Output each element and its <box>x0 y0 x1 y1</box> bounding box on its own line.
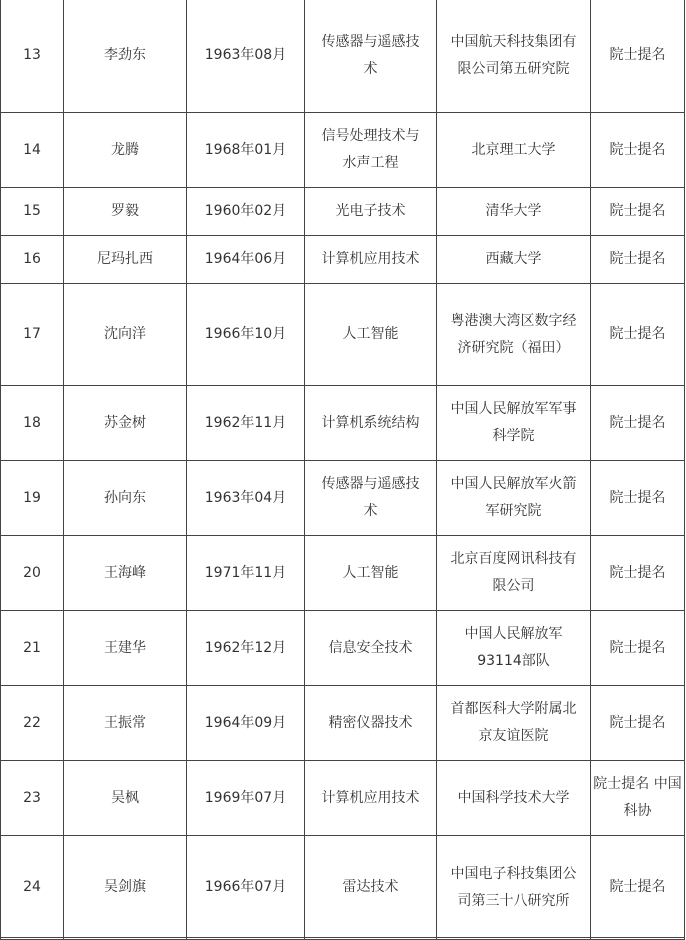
candidate-name: 王振常 <box>64 686 187 761</box>
table-row <box>1 188 685 236</box>
work-unit: 中国电子科技集团公司第三十八研究所 <box>437 836 591 940</box>
work-unit: 中国科学技术大学 <box>437 761 591 836</box>
specialty-field: 精密仪器技术 <box>305 686 437 761</box>
work-unit: 首都医科大学附属北京友谊医院 <box>437 686 591 761</box>
table-row <box>1 761 685 836</box>
birth-date: 1962年12月 <box>187 611 305 686</box>
birth-date: 1966年10月 <box>187 284 305 386</box>
specialty-field: 计算机系统结构 <box>305 386 437 461</box>
specialty-field: 人工智能 <box>305 284 437 386</box>
work-unit: 中国人民解放军93114部队 <box>437 611 591 686</box>
specialty-field: 计算机应用技术 <box>305 236 437 284</box>
nomination-channel: 院士提名 <box>591 536 685 611</box>
specialty-field: 传感器与遥感技术 <box>305 0 437 113</box>
row-number: 21 <box>1 611 64 686</box>
row-number: 23 <box>1 761 64 836</box>
birth-date: 1968年01月 <box>187 113 305 188</box>
specialty-field: 传感器与遥感技术 <box>305 461 437 536</box>
birth-date: 1962年11月 <box>187 386 305 461</box>
table-row <box>1 113 685 188</box>
table-bottom-border <box>0 937 684 938</box>
nomination-channel: 院士提名 <box>591 686 685 761</box>
birth-date: 1960年02月 <box>187 188 305 236</box>
specialty-field: 信息安全技术 <box>305 611 437 686</box>
specialty-field: 计算机应用技术 <box>305 761 437 836</box>
birth-date: 1971年11月 <box>187 536 305 611</box>
birth-date: 1964年06月 <box>187 236 305 284</box>
row-number: 14 <box>1 113 64 188</box>
work-unit: 北京理工大学 <box>437 113 591 188</box>
work-unit: 粤港澳大湾区数字经济研究院（福田） <box>437 284 591 386</box>
birth-date: 1963年04月 <box>187 461 305 536</box>
work-unit: 中国航天科技集团有限公司第五研究院 <box>437 0 591 113</box>
work-unit: 北京百度网讯科技有限公司 <box>437 536 591 611</box>
specialty-field: 光电子技术 <box>305 188 437 236</box>
row-number: 19 <box>1 461 64 536</box>
birth-date: 1963年08月 <box>187 0 305 113</box>
candidate-name: 吴枫 <box>64 761 187 836</box>
work-unit: 中国人民解放军军事科学院 <box>437 386 591 461</box>
candidate-name: 苏金树 <box>64 386 187 461</box>
candidate-name: 李劲东 <box>64 0 187 113</box>
birth-date: 1969年07月 <box>187 761 305 836</box>
nomination-channel: 院士提名 <box>591 113 685 188</box>
candidate-name: 吴剑旗 <box>64 836 187 940</box>
row-number: 22 <box>1 686 64 761</box>
nomination-channel: 院士提名 <box>591 236 685 284</box>
candidate-name: 罗毅 <box>64 188 187 236</box>
row-number: 16 <box>1 236 64 284</box>
table-row <box>1 461 685 536</box>
specialty-field: 人工智能 <box>305 536 437 611</box>
table-row <box>1 0 685 113</box>
row-number: 13 <box>1 0 64 113</box>
candidate-name: 尼玛扎西 <box>64 236 187 284</box>
nomination-channel: 院士提名 <box>591 188 685 236</box>
work-unit: 清华大学 <box>437 188 591 236</box>
row-number: 17 <box>1 284 64 386</box>
table-row <box>1 284 685 386</box>
candidate-name: 沈向洋 <box>64 284 187 386</box>
table-row <box>1 686 685 761</box>
nomination-channel: 院士提名 <box>591 284 685 386</box>
table-row <box>1 386 685 461</box>
nomination-channel: 院士提名 <box>591 836 685 940</box>
specialty-field: 信号处理技术与水声工程 <box>305 113 437 188</box>
candidate-name: 孙向东 <box>64 461 187 536</box>
row-number: 20 <box>1 536 64 611</box>
specialty-field: 雷达技术 <box>305 836 437 940</box>
row-number: 24 <box>1 836 64 940</box>
nomination-channel: 院士提名 中国科协 <box>591 761 685 836</box>
table-row <box>1 236 685 284</box>
nomination-channel: 院士提名 <box>591 0 685 113</box>
birth-date: 1966年07月 <box>187 836 305 940</box>
work-unit: 西藏大学 <box>437 236 591 284</box>
candidate-name: 龙腾 <box>64 113 187 188</box>
nomination-channel: 院士提名 <box>591 386 685 461</box>
candidate-name: 王海峰 <box>64 536 187 611</box>
nomination-channel: 院士提名 <box>591 461 685 536</box>
row-number: 15 <box>1 188 64 236</box>
birth-date: 1964年09月 <box>187 686 305 761</box>
candidate-name: 王建华 <box>64 611 187 686</box>
table-row <box>1 611 685 686</box>
table-row <box>1 536 685 611</box>
row-number: 18 <box>1 386 64 461</box>
nomination-channel: 院士提名 <box>591 611 685 686</box>
table-row <box>1 836 685 940</box>
work-unit: 中国人民解放军火箭军研究院 <box>437 461 591 536</box>
